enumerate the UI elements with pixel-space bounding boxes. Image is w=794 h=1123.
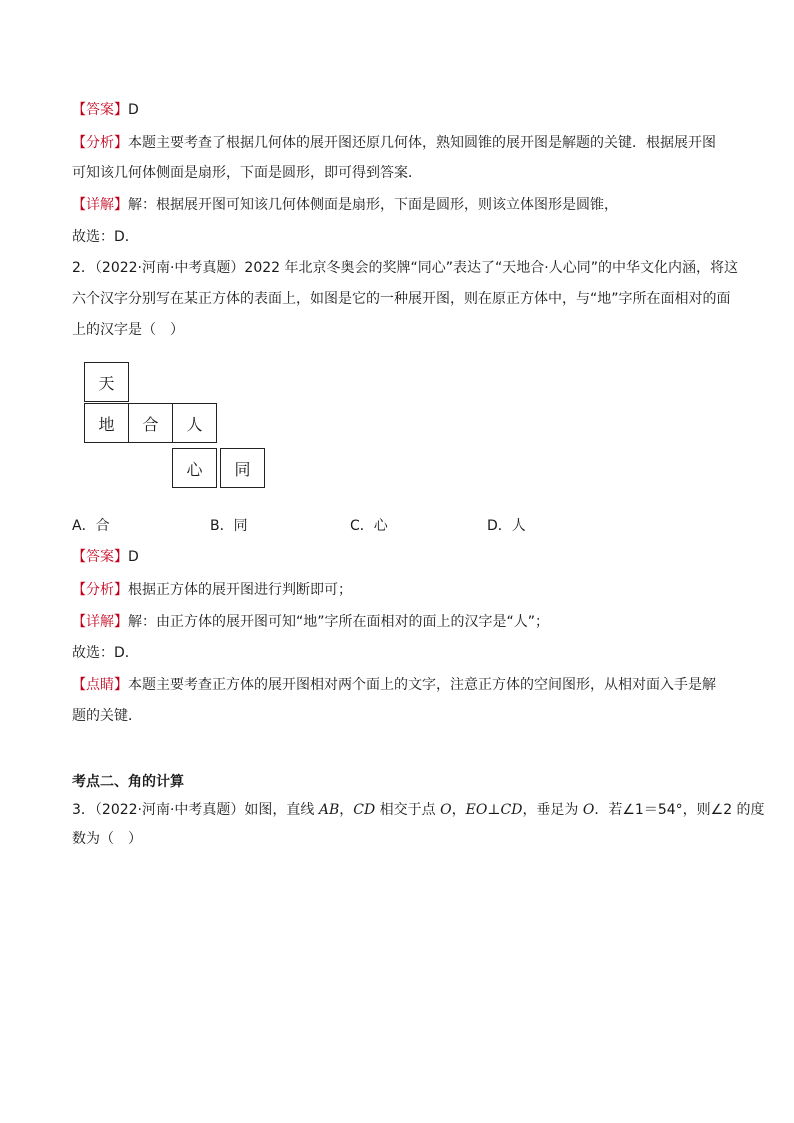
q3-text-b: 相交于点 (375, 802, 441, 818)
answer-value: D (128, 102, 139, 118)
q3-point-o2: O (582, 802, 595, 818)
q2-stem-line1: 2．（2022·河南·中考真题）2022 年北京冬奥会的奖牌“同心”表达了“天地合·人心同”的中华文化内涵，将这 (72, 260, 738, 276)
option-d: D．人 (487, 518, 526, 534)
q3-stem-line1 (72, 800, 765, 820)
option-a: A．合 (72, 518, 110, 534)
detail-tag: 【详解】 (72, 614, 128, 630)
cube-net-figure (84, 362, 274, 492)
q2-answer (72, 547, 139, 567)
q2-stem-line3: 上的汉字是（ ） (72, 322, 184, 338)
q2-detail (72, 612, 549, 632)
q2-stem-line2: 六个汉字分别写在某正方体的表面上，如图是它的一种展开图，则在原正方体中，与“地”字所在面相对的面 (72, 291, 731, 307)
comment-text: 本题主要考查正方体的展开图相对两个面上的文字，注意正方体的空间图形，从相对面入手是解 (128, 677, 716, 693)
option-b: B．同 (210, 518, 248, 534)
detail-text: 解：根据展开图可知该几何体侧面是扇形，下面是圆形，则该立体图形是圆锥， (128, 197, 618, 213)
net-cell-xin: 心 (172, 448, 217, 488)
q3-text-a: 3．（2022·河南·中考真题）如图，直线 (72, 802, 319, 818)
analysis-tag: 【分析】 (72, 582, 128, 598)
q1-analysis-line2: 可知该几何体侧面是扇形，下面是圆形，即可得到答案． (72, 165, 422, 181)
q2-comment-line2: 题的关键． (72, 708, 142, 724)
q2-comment-line1 (72, 675, 716, 695)
option-c: C．心 (350, 518, 388, 534)
q1-detail (72, 195, 618, 215)
net-cell-di: 地 (84, 403, 129, 443)
detail-text: 解：由正方体的展开图可知“地”字所在面相对的面上的汉字是“人”； (128, 614, 550, 630)
net-cell-he: 合 (128, 403, 173, 443)
q2-analysis (72, 580, 352, 600)
q3-line-cd: CD (353, 802, 376, 818)
q1-analysis-line1 (72, 133, 716, 153)
answer-tag: 【答案】 (72, 102, 128, 118)
q3-line-ab: AB (318, 802, 340, 818)
q3-eo-perp-cd: EO⊥CD (465, 802, 523, 818)
q3-comma: ， (339, 802, 354, 818)
section-heading: 考点二、角的计算 (72, 774, 184, 790)
net-cell-tong: 同 (220, 448, 265, 488)
answer-tag: 【答案】 (72, 549, 128, 565)
comment-tag: 【点睛】 (72, 677, 128, 693)
net-cell-tian: 天 (84, 362, 129, 402)
q2-choose: 故选：D． (72, 645, 139, 661)
analysis-text: 本题主要考查了根据几何体的展开图还原几何体，熟知圆锥的展开图是解题的关键．根据展开图 (128, 135, 716, 151)
detail-tag: 【详解】 (72, 197, 128, 213)
q3-text-d: ．若∠1＝54°，则∠2 的度 (594, 802, 765, 818)
q3-comma2: ， (451, 802, 466, 818)
q3-stem-line2: 数为（ ） (72, 831, 142, 847)
answer-value: D (128, 549, 139, 565)
analysis-tag: 【分析】 (72, 135, 128, 151)
q1-answer (72, 100, 139, 120)
q1-choose: 故选：D． (72, 229, 139, 245)
net-cell-ren: 人 (172, 403, 217, 443)
q3-point-o: O (440, 802, 452, 818)
q3-text-c: ，垂足为 (522, 802, 583, 818)
analysis-text: 根据正方体的展开图进行判断即可； (128, 582, 352, 598)
